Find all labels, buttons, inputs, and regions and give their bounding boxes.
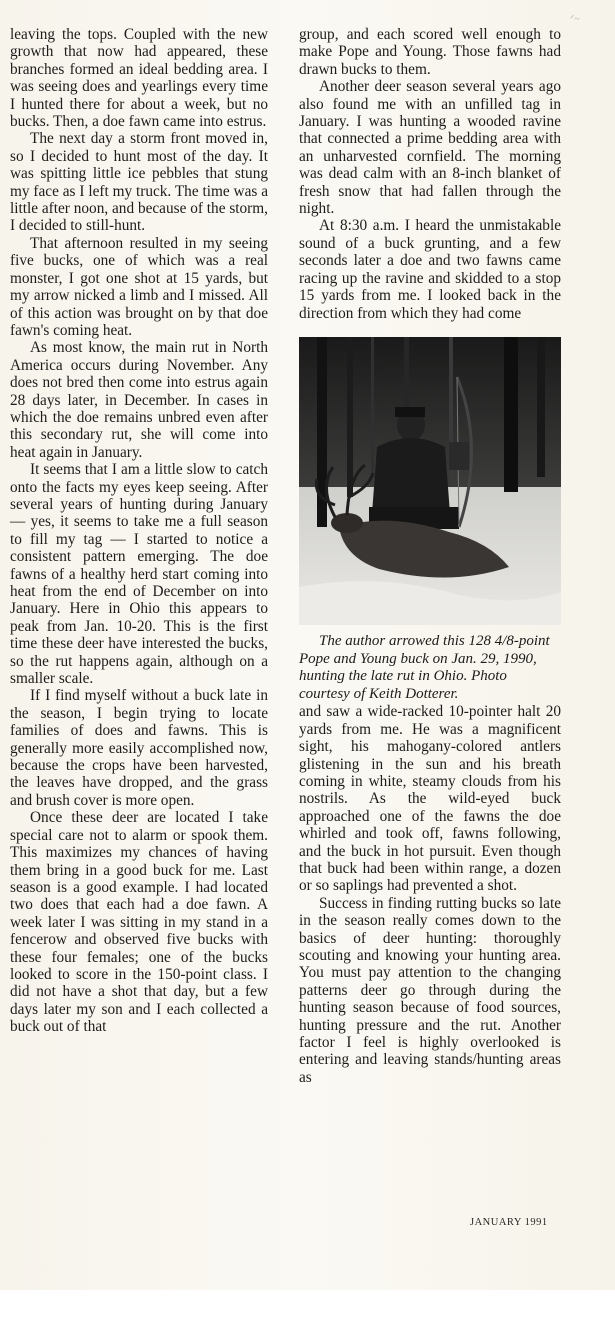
- hunter-with-buck-photo: [299, 337, 561, 625]
- paragraph: The next day a storm front moved in, so I decided to hunt most of the day. It was spitting little ice pebbles that stung my face as I left my truck. The time was a little after noon, and because of the storm, I decided to still-hunt.: [10, 130, 268, 235]
- scan-mark-icon: ᐟ~: [570, 14, 580, 25]
- paragraph: Another deer season several years ago also found me with an unfilled tag in January. I was hunting a wooded ravine that connected a prime bedding area with an unharvested cornfield. The morning was dead calm with an 8-inch blanket of fresh snow that had fallen through the night.: [299, 78, 561, 218]
- issue-date-footer: JANUARY 1991: [470, 1217, 548, 1228]
- paragraph: If I find myself without a buck late in the season, I begin trying to locate families of does and fawns. This is generally more easily accomplished now, because the crops have been harvested, the leaves have dropped, and the grass and brush cover is more open.: [10, 687, 268, 809]
- left-column: [10, 26, 268, 1036]
- paragraph: and saw a wide-racked 10-pointer halt 20 yards from me. He was a magnificent sight, his mahogany-colored antlers glistening in the sun and his breath coming in white, steamy clouds from his nostrils. As the wild-eyed buck approached one of the fawns the doe whirled and took off, fawns following, and the buck in hot pursuit. Even though that buck had been within range, a dozen or so saplings had prevented a shot.: [299, 703, 561, 895]
- paragraph: Once these deer are located I take special care not to alarm or spook them. This maximizes my chances of having them bring in a good buck for me. Last season is a good example. I had located two does that each had a doe fawn. A week later I was sitting in my stand in a fencerow and observed five bucks with these four females; one of the bucks looked to score in the 150-point class. I did not have a shot that day, but a few days later my son and I each collected a buck out of that: [10, 809, 268, 1036]
- paragraph: As most know, the main rut in North America occurs during November. Any does not bred then come into estrus again 28 days later, in December. In cases in which the doe remains unbred even after this secondary rut, she will come into heat again in January.: [10, 339, 268, 461]
- paragraph: That afternoon resulted in my seeing five bucks, one of which was a real monster, I got one shot at 15 yards, but my arrow nicked a limb and I missed. All of this action was brought on by that doe fawn's coming heat.: [10, 234, 268, 339]
- paragraph: group, and each scored well enough to make Pope and Young. Those fawns had drawn bucks to them.: [299, 26, 561, 78]
- paragraph: It seems that I am a little slow to catch onto the facts my eyes keep seeing. After several years of hunting during January — yes, it seems to take me a full season to fill my tag — I started to notice a consistent pattern emerging. The doe fawns of a healthy herd start coming into heat from the end of December on into January. Here in Ohio this appears to peak from Jan. 10-20. This is the first time these deer have interested the bucks, so the rut happens again, although on a smaller scale.: [10, 461, 268, 688]
- right-column: [299, 26, 561, 1086]
- paragraph: leaving the tops. Coupled with the new growth that now had appeared, these branches formed an ideal bedding area. I was seeing does and yearlings every time I hunted there for about a week, but no bucks. Then, a doe fawn came into estrus.: [10, 26, 268, 131]
- photo-caption: The author arrowed this 128 4/8-point Pope and Young buck on Jan. 29, 1990, hunting the late rut in Ohio. Photo courtesy of Keith Dotterer.: [299, 632, 550, 702]
- paragraph: Success in finding rutting bucks so late in the season really comes down to the basics of deer hunting: thoroughly scouting and knowing your hunting area. You must pay attention to the changing patterns deer go through during the hunting season because of food sources, hunting pressure and the rut. Another factor I feel is highly overlooked is entering and leaving stands/hunting areas as: [299, 894, 561, 1086]
- scan-margin: [0, 1290, 615, 1337]
- paragraph: At 8:30 a.m. I heard the unmistakable sound of a buck grunting, and a few seconds later a doe and two fawns came racing up the ravine and skidded to a stop 15 yards from me. I looked back in the direction from which they had come: [299, 217, 561, 322]
